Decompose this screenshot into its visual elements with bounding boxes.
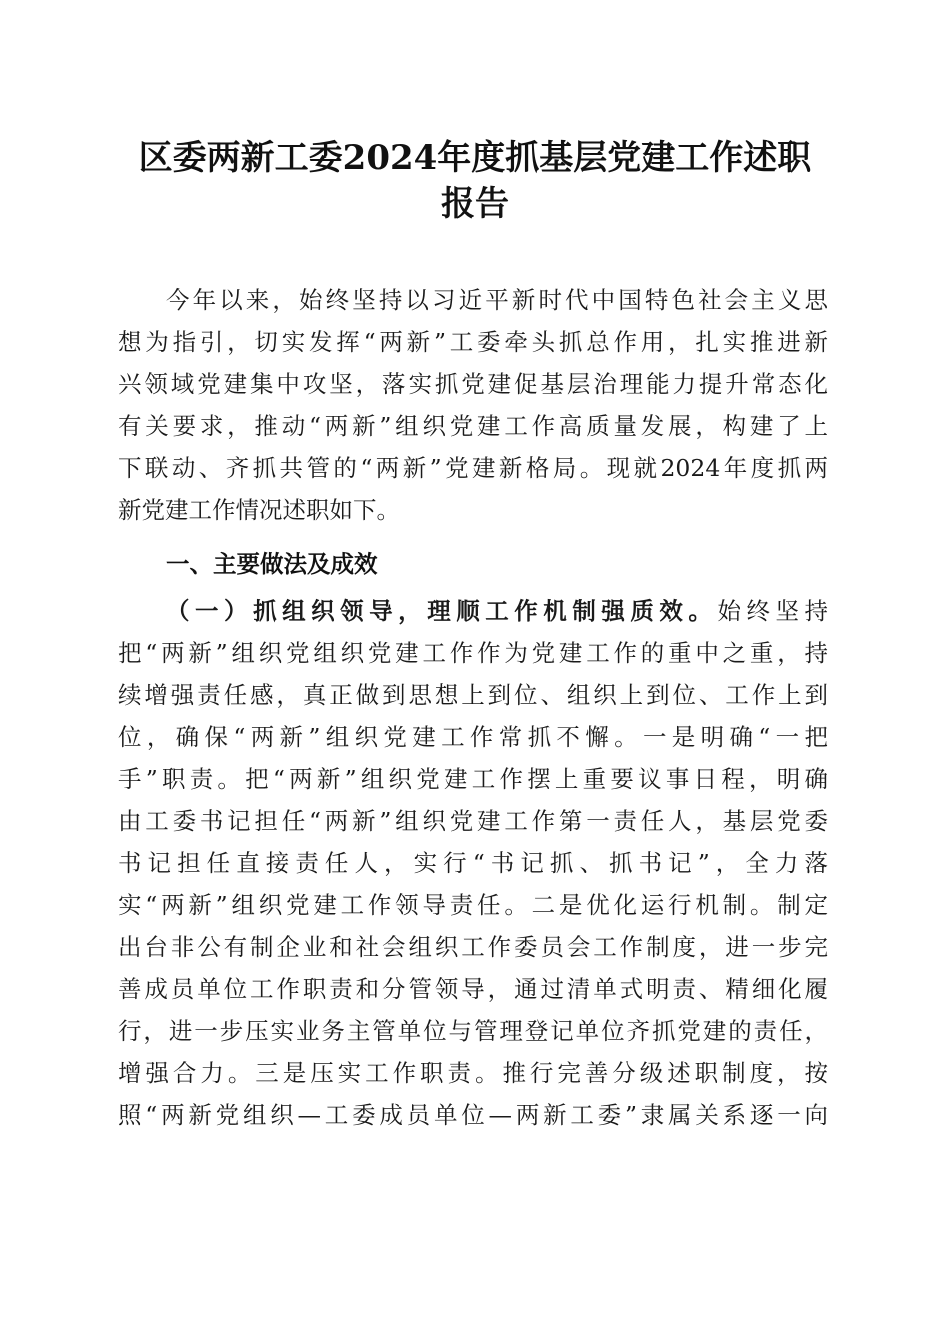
document-title-line-1: 区委两新工委2024年度抓基层党建工作述职 — [138, 138, 812, 178]
subsection-lead-line — [166, 596, 828, 626]
body-line-12: 照“两新党组织—工委成员单位—两新工委”隶属关系逐一向 — [118, 1101, 828, 1129]
body-line-2: 续增强责任感，真正做到思想上到位、组织上到位、工作上到 — [118, 681, 828, 709]
subsection-lead-rest: 始终坚持 — [717, 597, 829, 625]
body-line-5: 由工委书记担任“两新”组织党建工作第一责任人，基层党委 — [118, 807, 828, 835]
document-title-line-2: 报告 — [441, 184, 509, 224]
intro-line-5: 下联动、齐抓共管的“两新”党建新格局。现就2024年度抓两 — [118, 454, 828, 482]
body-line-3: 位，确保“两新”组织党建工作常抓不懈。一是明确“一把 — [118, 723, 828, 751]
body-line-7: 实“两新”组织党建工作领导责任。二是优化运行机制。制定 — [118, 891, 828, 919]
body-line-10: 行，进一步压实业务主管单位与管理登记单位齐抓党建的责任， — [118, 1017, 828, 1045]
intro-line-2: 想为指引，切实发挥“两新”工委牵头抓总作用，扎实推进新 — [118, 328, 828, 356]
subsection-lead-title: （一）抓组织领导，理顺工作机制强质效。 — [166, 597, 718, 625]
section-heading: 一、主要做法及成效 — [166, 550, 378, 578]
body-line-11: 增强合力。三是压实工作职责。推行完善分级述职制度，按 — [118, 1059, 828, 1087]
intro-line-1: 今年以来，始终坚持以习近平新时代中国特色社会主义思 — [166, 286, 828, 314]
intro-line-4: 有关要求，推动“两新”组织党建工作高质量发展，构建了上 — [118, 412, 828, 440]
intro-line-6: 新党建工作情况述职如下。 — [118, 496, 400, 524]
body-line-1: 把“两新”组织党组织党建工作作为党建工作的重中之重，持 — [118, 639, 828, 667]
intro-line-3: 兴领域党建集中攻坚，落实抓党建促基层治理能力提升常态化 — [118, 370, 828, 398]
body-line-6: 书记担任直接责任人，实行“书记抓、抓书记”，全力落 — [118, 849, 828, 877]
body-line-9: 善成员单位工作职责和分管领导，通过清单式明责、精细化履 — [118, 975, 828, 1003]
body-line-4: 手”职责。把“两新”组织党建工作摆上重要议事日程，明确 — [118, 765, 828, 793]
body-line-8: 出台非公有制企业和社会组织工作委员会工作制度，进一步完 — [118, 933, 828, 961]
